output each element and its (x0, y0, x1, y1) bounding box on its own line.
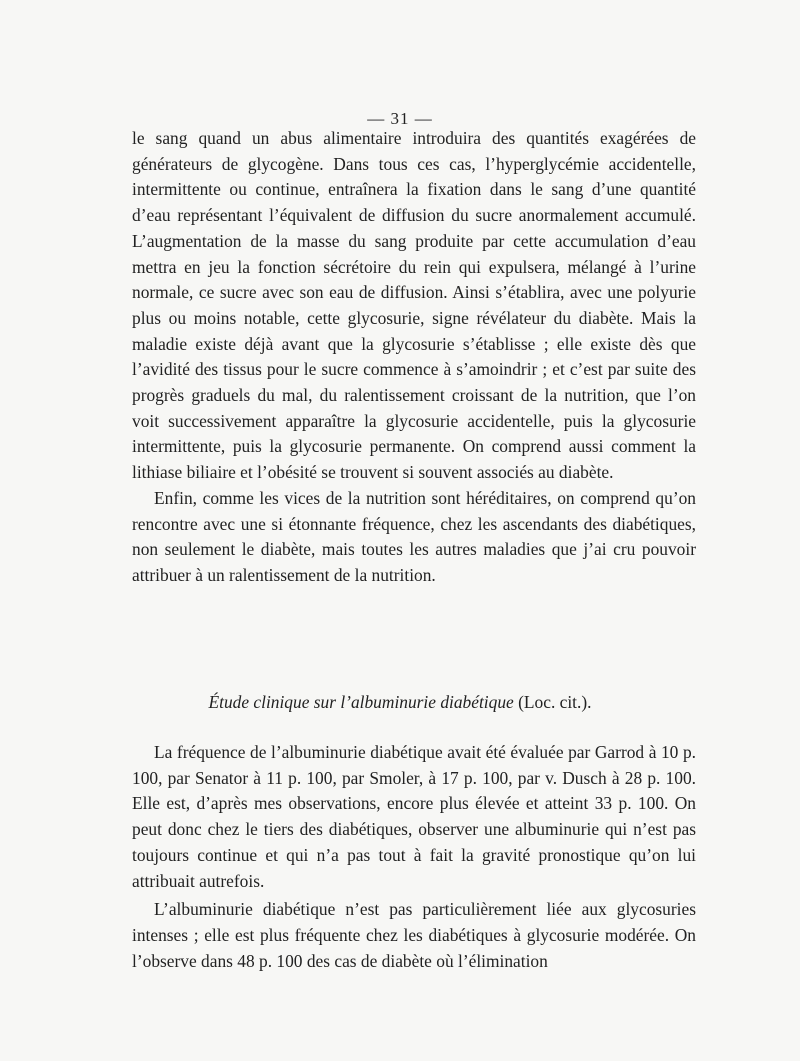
paragraph: le sang quand un abus alimentaire introduira des quantités exagérées de générateurs de glycogène. Dans tous ces cas, l’hyperglycémie accidentelle, intermittente ou continue, entraînera la fixation dans le sang d’une quantité d’eau représentant l’équivalent de diffusion du sucre anormalement accumulé. L’augmentation de la masse du sang produite par cette accumulation d’eau mettra en jeu la fonction sécrétoire du rein qui expulsera, mélangé à l’urine normale, ce sucre avec son eau de diffusion. Ainsi s’établira, avec une polyurie plus ou moins notable, cette glycosurie, signe révélateur du diabète. Mais la maladie existe déjà avant que la glycosurie s’établisse ; elle existe dès que l’avidité des tissus pour le sucre commence à s’amoindrir ; et c’est par suite des progrès graduels du mal, du ralentissement croissant de la nutrition, que l’on voit successivement apparaître la glycosurie accidentelle, puis la glycosurie intermittente, puis la glycosurie permanente. On comprend aussi comment la lithiase biliaire et l’obésité se trouvent si souvent associés au diabète. (132, 128, 696, 483)
section-title: Étude clinique sur l’albuminurie diabétique (208, 692, 514, 712)
body-text-upper (132, 126, 696, 589)
body-text-lower (132, 740, 696, 974)
section-heading (0, 692, 800, 713)
paragraph: L’albuminurie diabétique n’est pas particulièrement liée aux glycosuries intenses ; elle est plus fréquente chez les diabétiques à glycosurie modérée. On l’observe dans 48 p. 100 des cas de diabète où l’élimination (132, 899, 696, 971)
paragraph: Enfin, comme les vices de la nutrition sont héréditaires, on comprend qu’on rencontre avec une si étonnante fréquence, chez les ascendants des diabétiques, non seulement le diabète, mais toutes les autres maladies que j’ai cru pouvoir attribuer à un ralentissement de la nutrition. (132, 487, 696, 585)
section-reference: (Loc. cit.). (518, 692, 592, 712)
page-number: — 31 — (367, 109, 433, 128)
paragraph: La fréquence de l’albuminurie diabétique avait été évaluée par Garrod à 10 p. 100, par Senator à 11 p. 100, par Smoler, à 17 p. 100, par v. Dusch à 28 p. 100. Elle est, d’après mes observations, encore plus élevée et atteint 33 p. 100. On peut donc chez le tiers des diabétiques, observer une albuminurie qui n’est pas toujours continue et qui n’a pas tout à fait la gravité pronostique qu’on lui attribuait autrefois. (132, 742, 696, 891)
